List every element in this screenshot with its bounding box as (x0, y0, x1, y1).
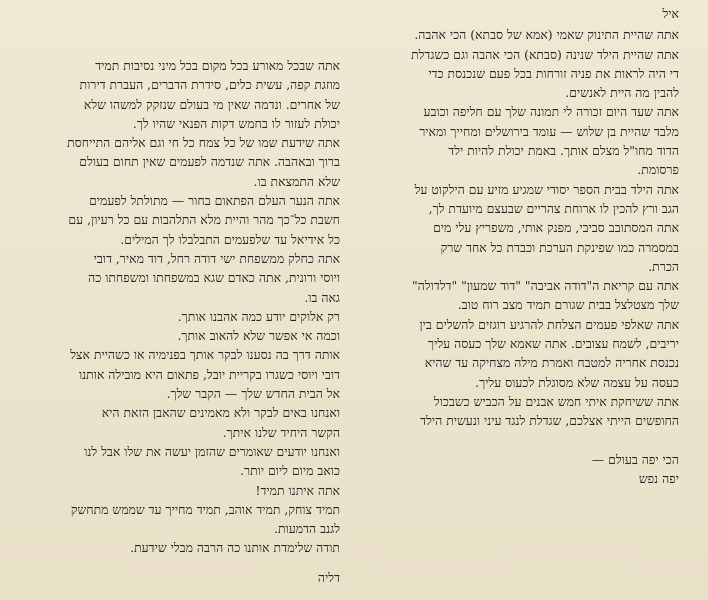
text-line: דובי ויוסי כשגרו בקריית יובל, פתאום היא מובילה אותנו (78, 366, 340, 382)
text-line: לגנב הדמעות. (274, 521, 340, 537)
text-line: אתה עם קריאת ה"דודה אביבה" "דוד שמעון" "דלדולה" (411, 278, 679, 294)
text-line: אתה שהיית הילד שנינה (סבתא) הכי אהבה וגם כשגדלת (411, 46, 679, 62)
left-column (22, 56, 340, 587)
text-line: כואב מיום ליום יותר. (240, 463, 340, 479)
text-line: נכנסת אחריה למטבח ואמרת מילה מצחיקה עד שהיא (424, 355, 679, 371)
text-line: אל הבית החדש שלך — הקבר שלך. (166, 386, 340, 402)
text-line: אתה הילד בבית הספר יסודי שמגיע מזיע עם הילקוט על (414, 181, 679, 197)
text-line: שלא התמצאת בו. (253, 173, 340, 189)
text-line: במסמרה כמו שפינקת הערכת וכבדת כל אחד שרק (440, 239, 679, 255)
text-line: ברוך ובאהבה. אתה שנדמה לפעמים שאין תחום בעולם (79, 154, 340, 170)
text-line: אתה שבכל מאורע בכל מקום בכל מיני נסיבות תמיד (95, 58, 340, 73)
text-line: אתה איתנו תמיד! (255, 482, 340, 498)
text-line: אתה שאלפי פעמים הצלחת להרגיע רוגזים להשלים בין (419, 316, 679, 332)
text-line: שלך מצטלצל בבית שגורם תמיד מצב רוח טוב. (457, 297, 679, 313)
text-line: אתה ששיחקת איתי חמש אבנים על הכביש כשבכול (433, 393, 679, 409)
text-line: הקשר היחיד שלנו איתך. (222, 424, 340, 440)
text-line: הדוד מחו"ל מצלם אותך. באמת יכולת להיות ילד (448, 143, 679, 159)
text-line: הכרת. (648, 258, 679, 274)
text-line: ואנחנו באים לבקר ולא מאמינים שהאבן הזאת היא (101, 405, 340, 421)
text-line: רק אלוקים יודע כמה אהבנו אותך. (177, 308, 340, 324)
right-column (361, 4, 679, 488)
text-line: אתה המסתובב סביבי, מפנק אותי, משפריץ עלי מים (433, 220, 679, 236)
closing-block (361, 450, 679, 489)
text-line: גאה בו. (304, 289, 340, 305)
text-line: תודה שלימדת אותנו כה הרבה מבלי שידעת. (130, 540, 340, 556)
text-line: תמיד צוחק, תמיד אוהב, תמיד מחייך עד שממש מתחשק (70, 501, 340, 517)
text-line: יפה נפש (638, 470, 679, 486)
text-line: להבין מה היית לאנשים. (565, 85, 679, 101)
text-line: החופשים הייתי אצלכם, שגדלת לנגד עיני ונעשית הילד (420, 413, 679, 429)
text-line: ואנחנו יודעים שאומרים שהזמן יעשה את שלו אבל לנו (84, 443, 340, 459)
text-line: הגב ורץ להכין לו ארוחת צהריים שבעצם מיועדת לך, (428, 200, 679, 216)
text-line: יכולת לעזור לו בחמש דקות הפנאי שהיו לך. (132, 115, 340, 131)
text-line: מלבד שהיית בן שלוש — עומד בירושלים ומחייך ומאיר (419, 123, 679, 139)
text-line: אתה שהיית התינוק שאמי (אמא של סבתא) הכי אהבה. (414, 27, 679, 43)
text-line: אותה דרך בה נסענו לבקר אותך בפנימיה או כשהיית אצל (70, 347, 340, 363)
text-line: הכי יפה בעולם — (591, 451, 679, 467)
text-line: מוזגת קפה, עשית כלים, סידרת הדברים, העברת דירות (79, 77, 340, 93)
text-line: אתה שעד היום זכורה לי תמונה שלך עם חליפה וכובע (423, 104, 679, 120)
text-line: וכמה אי אפשר שלא להאוב אותך. (177, 328, 340, 344)
greeting: איל (662, 6, 679, 21)
left-column-body (22, 56, 340, 558)
text-line: חשבת כל־כך מהר והיית מלא התלהבות עם כל רעיון, עם (68, 212, 340, 228)
text-line: אתה הנער העלם הפתאום בחור — מתולתל לפעמים (89, 193, 340, 209)
text-line: של אחרים. ונדמה שאין מי בעולם שנזקק למשהו שלא (83, 96, 340, 112)
text-line: ויוסי ורונית, אתה כאדם שגא במשפחתו ומשפחתו כה (88, 270, 340, 286)
right-column-body (361, 25, 679, 430)
text-line: כל אידיאל עד שלפעמים התבלבלו לך המילים. (120, 231, 340, 247)
text-line: די היה לראות את פניה זורחות בכל פעם שנכנסת כדי (428, 65, 679, 81)
text-line: פרסומת. (637, 162, 679, 178)
text-line: יריבים, לשמח עצובים. אתה שאמא שלך כעסה עליך (427, 336, 679, 352)
text-line: אתה שידעת שמו של כל צמח כל חי וגם אליהם התייחסת (67, 135, 340, 151)
signature: דליה (317, 569, 340, 585)
text-line: אתה כחלק ממשפחת ישי דודה רחל, דוד מאיר, דובי (93, 250, 340, 266)
text-line: כעסה על עצמה שלא מסוגלת לכעוס עליך. (475, 374, 679, 390)
